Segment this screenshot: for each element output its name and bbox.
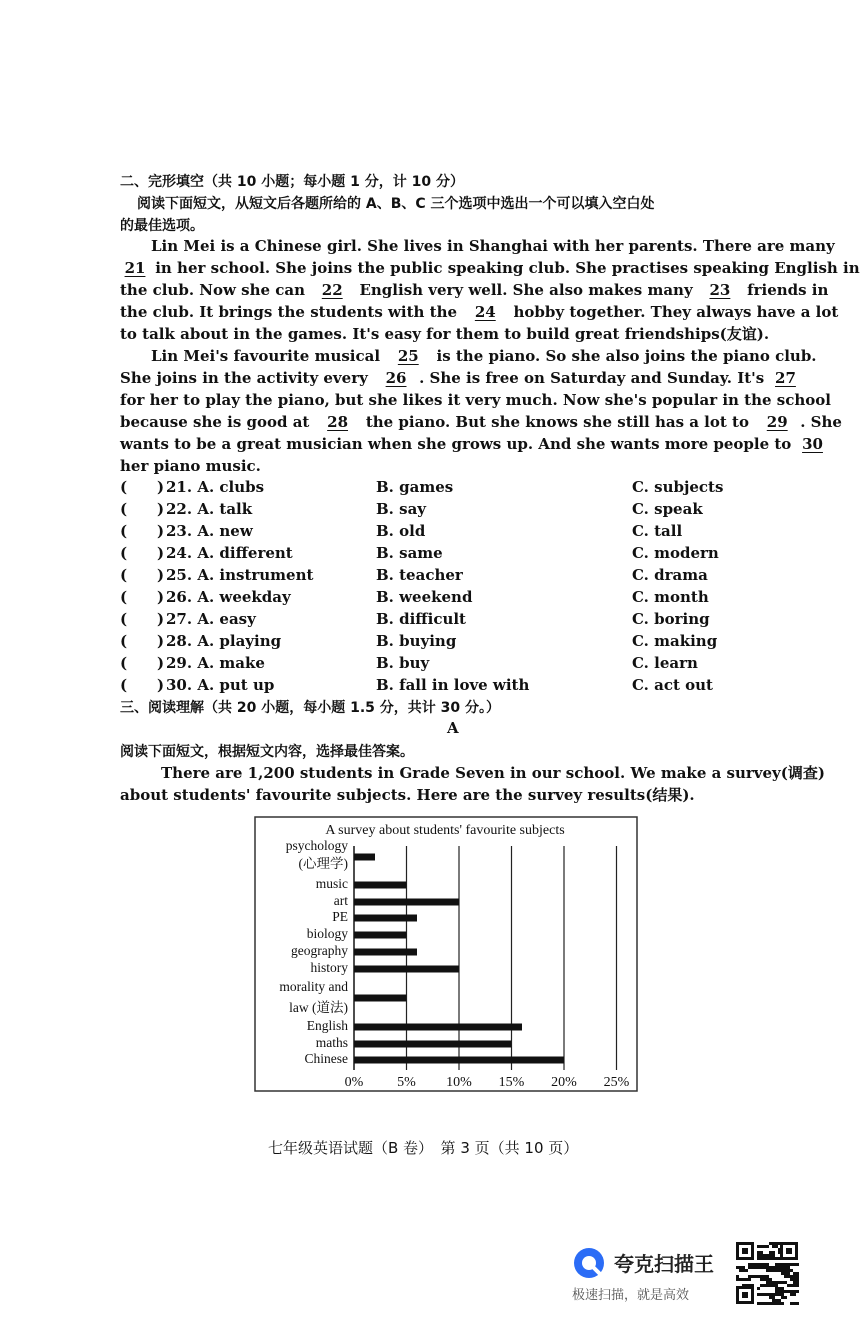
category-label: art (333, 893, 348, 908)
answer-paren-close: ) (157, 522, 165, 540)
answer-paren-close: ) (157, 610, 165, 628)
category-label: biology (306, 926, 348, 941)
passage-text: because she is good at (120, 413, 310, 431)
option-a: 29. A. make (166, 654, 265, 672)
answer-paren-open: ( (120, 544, 128, 562)
part-label: A (447, 719, 459, 737)
option-a: 25. A. instrument (166, 566, 314, 584)
reading-line: about students' favourite subjects. Here are the survey results(结果). (120, 786, 695, 804)
answer-paren-open: ( (120, 676, 128, 694)
option-b: B. buy (376, 654, 430, 672)
answer-paren-close: ) (157, 676, 165, 694)
option-b: B. weekend (376, 588, 473, 606)
option-c: C. learn (632, 654, 698, 672)
category-label: English (306, 1018, 348, 1033)
passage-line: for her to play the piano, but she likes it very much. Now she's popular in the school (120, 391, 831, 409)
bar (354, 932, 407, 939)
option-b: B. teacher (376, 566, 463, 584)
answer-paren-open: ( (120, 500, 128, 518)
blank-26: 26 (385, 369, 407, 387)
option-b: B. difficult (376, 610, 466, 628)
passage-line (120, 301, 839, 323)
passage-text: the piano. But she knows she still has a lot to (365, 413, 749, 431)
blank-27: 27 (775, 369, 796, 387)
option-c: C. act out (632, 676, 713, 694)
blank-29: 29 (766, 413, 788, 431)
option-c: C. speak (632, 500, 703, 518)
option-c: C. tall (632, 522, 683, 540)
category-label: Chinese (304, 1051, 348, 1066)
option-a: 21. A. clubs (166, 478, 265, 496)
passage-text: is the piano. So she also joins the piano club. (436, 347, 817, 365)
passage-text: She joins in the activity every (120, 369, 368, 387)
option-c: C. subjects (632, 478, 724, 496)
passage-line (151, 345, 817, 367)
passage-line: her piano music. (120, 457, 261, 475)
bar (354, 899, 459, 906)
category-label: PE (332, 909, 348, 924)
category-label: psychology (285, 838, 348, 853)
x-tick-label: 5% (397, 1075, 416, 1090)
answer-paren-close: ) (157, 654, 165, 672)
category-label: history (310, 960, 348, 975)
passage-text: in her school. She joins the public speaking club. She practises speaking English in (155, 259, 860, 277)
answer-paren-close: ) (157, 632, 165, 650)
bar (354, 915, 417, 922)
option-c: C. boring (632, 610, 710, 628)
option-b: B. buying (376, 632, 457, 650)
bar (354, 854, 375, 861)
option-c: C. month (632, 588, 709, 606)
reading-line: There are 1,200 students in Grade Seven in our school. We make a survey(调查) (161, 764, 825, 782)
scanner-brand: 夸克扫描王 (614, 1252, 714, 1276)
bar (354, 1024, 522, 1031)
option-b: B. same (376, 544, 443, 562)
answer-paren-open: ( (120, 522, 128, 540)
bar (354, 995, 407, 1002)
passage-text: hobby together. They always have a lot (513, 303, 839, 321)
x-tick-label: 15% (498, 1075, 525, 1090)
answer-paren-open: ( (120, 610, 128, 628)
qr-code-icon (734, 1240, 800, 1306)
blank-23: 23 (709, 281, 731, 299)
bar (354, 1057, 564, 1064)
chart-title: A survey about students' favourite subjects (325, 823, 565, 838)
blank-21: 21 (124, 259, 146, 277)
x-tick-label: 0% (344, 1075, 364, 1090)
passage-text: the club. Now she can (120, 281, 305, 299)
blank-28: 28 (327, 413, 349, 431)
scanner-slogan: 极速扫描，就是高效 (572, 1288, 690, 1303)
option-c: C. modern (632, 544, 719, 562)
blank-24: 24 (474, 303, 496, 321)
answer-paren-close: ) (157, 500, 165, 518)
passage-line (120, 411, 842, 433)
category-label: law (道法) (289, 1000, 348, 1015)
passage-line: to talk about in the games. It's easy for them to build great friendships(友谊). (120, 325, 770, 343)
answer-paren-close: ) (157, 478, 165, 496)
section3-instruction: 阅读下面短文，根据短文内容，选择最佳答案。 (120, 744, 414, 760)
section2-instruction: 阅读下面短文，从短文后各题所给的 A、B、C 三个选项中选出一个可以填入空白处 (137, 196, 655, 212)
option-b: B. old (376, 522, 426, 540)
option-c: C. making (632, 632, 718, 650)
passage-line: Lin Mei is a Chinese girl. She lives in Shanghai with her parents. There are many (151, 237, 835, 255)
passage-text: wants to be a great musician when she grows up. And she wants more people to (120, 435, 792, 453)
answer-paren-close: ) (157, 588, 165, 606)
passage-text: English very well. She also makes many (359, 281, 693, 299)
bar (354, 1041, 512, 1048)
option-a: 22. A. talk (166, 500, 253, 518)
category-label: morality and (279, 979, 348, 994)
option-a: 26. A. weekday (166, 588, 291, 606)
option-a: 28. A. playing (166, 632, 282, 650)
x-tick-label: 20% (551, 1075, 577, 1090)
passage-text: . She (800, 413, 842, 431)
section3-heading: 三、阅读理解（共 20 小题，每小题 1.5 分，共计 30 分。） (120, 700, 501, 716)
option-a: 24. A. different (166, 544, 293, 562)
option-a: 23. A. new (166, 522, 253, 540)
answer-paren-open: ( (120, 478, 128, 496)
category-label: geography (291, 943, 348, 958)
x-tick-label: 25% (603, 1075, 630, 1090)
answer-paren-close: ) (157, 544, 165, 562)
scanner-watermark (570, 1240, 860, 1310)
passage-line (120, 279, 829, 301)
option-b: B. fall in love with (376, 676, 530, 694)
survey-bar-chart (254, 816, 638, 1092)
passage-text: Lin Mei's favourite musical (151, 347, 381, 365)
answer-paren-close: ) (157, 566, 165, 584)
page-footer: 七年级英语试题（B 卷） 第 3 页（共 10 页） (268, 1139, 579, 1157)
passage-text: friends in (747, 281, 829, 299)
blank-30: 30 (802, 435, 823, 453)
bar (354, 966, 459, 973)
x-tick-label: 10% (446, 1075, 472, 1090)
answer-paren-open: ( (120, 566, 128, 584)
passage-line (120, 367, 796, 389)
bar (354, 882, 407, 889)
category-label: music (315, 876, 348, 891)
bar (354, 949, 417, 956)
option-a: 30. A. put up (166, 676, 275, 694)
category-label: maths (315, 1035, 348, 1050)
option-c: C. drama (632, 566, 708, 584)
category-label: (心理学) (298, 856, 348, 871)
passage-text: the club. It brings the students with the (120, 303, 458, 321)
section2-heading: 二、完形填空（共 10 小题；每小题 1 分，计 10 分） (120, 174, 464, 190)
option-b: B. games (376, 478, 454, 496)
blank-22: 22 (321, 281, 343, 299)
blank-25: 25 (397, 347, 419, 365)
answer-paren-open: ( (120, 588, 128, 606)
scanner-logo-icon (572, 1246, 606, 1280)
passage-line (120, 257, 860, 279)
answer-paren-open: ( (120, 632, 128, 650)
section2-instruction-cont: 的最佳选项。 (120, 218, 204, 234)
option-a: 27. A. easy (166, 610, 256, 628)
passage-text: . She is free on Saturday and Sunday. It's (419, 369, 765, 387)
option-b: B. say (376, 500, 427, 518)
answer-paren-open: ( (120, 654, 128, 672)
passage-line (120, 433, 823, 455)
